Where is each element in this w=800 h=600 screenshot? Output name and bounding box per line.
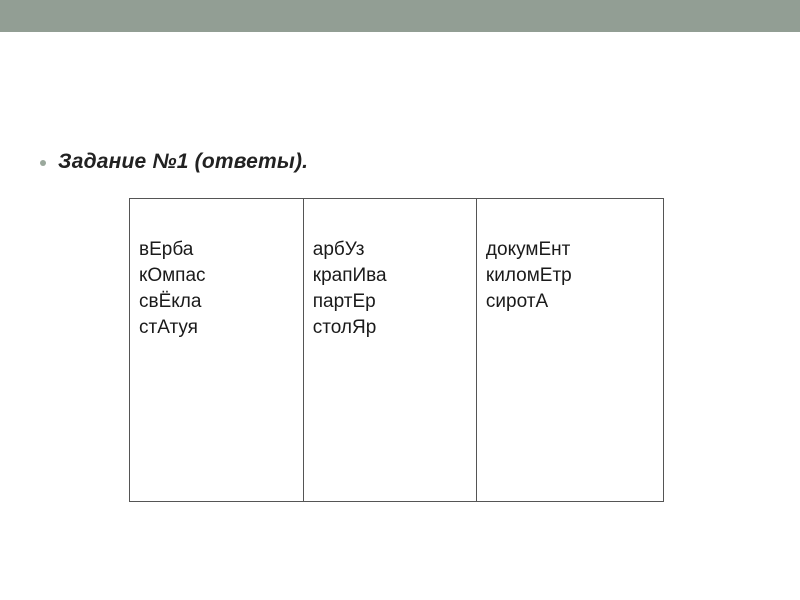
- word-item: стАтуя: [139, 317, 198, 338]
- bullet-icon: [40, 160, 46, 166]
- word-item: свЁкла: [139, 291, 202, 312]
- word-item: арбУз: [312, 239, 365, 260]
- word-item: сиротА: [485, 291, 549, 312]
- word-item: партЕр: [312, 291, 376, 312]
- word-item: вЕрба: [139, 239, 194, 260]
- table-row: [130, 199, 664, 502]
- word-item: столЯр: [312, 317, 377, 338]
- bullet-line: [40, 147, 308, 177]
- table-cell-column-1: [130, 199, 304, 502]
- word-item: кОмпас: [139, 265, 206, 286]
- answers-table: [129, 198, 664, 502]
- table-cell-column-3: [476, 199, 663, 502]
- table-cell-column-2: [303, 199, 476, 502]
- word-item: киломЕтр: [485, 265, 572, 286]
- word-item: крапИва: [312, 265, 387, 286]
- word-item: докумЕнт: [485, 239, 571, 260]
- top-header-band: [0, 0, 800, 32]
- slide-title: Задание №1 (ответы).: [58, 150, 309, 173]
